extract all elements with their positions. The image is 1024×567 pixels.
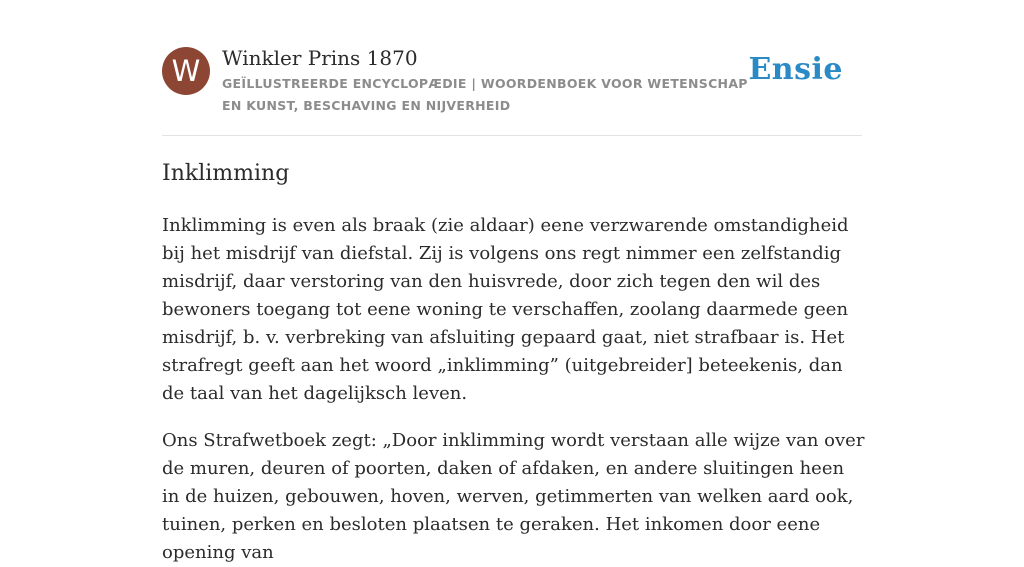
article-paragraph-1: Inklimming is even als braak (zie aldaar) eene verzwarende omstandigheid bij het misdrijf van diefstal. Zij is volgens ons regt nimmer een zelfstandig misdrijf, daar verstoring van den huisvrede, door zich tegen den wil des bewoners toegang tot eene woning te verschaffen, zoolang daarmede geen misdrijf, b. v. verbreking van afsluiting gepaard gaat, niet strafbaar is. Het strafregt geeft aan het woord „inklimming” (uitgebreider] beteekenis, dan de taal van het dagelijksch leven. bbox=[162, 215, 849, 404]
source-subtitle: GEÏLLUSTREERDE ENCYCLOPÆDIE | WOORDENBOEK VOOR WETENSCHAP EN KUNST, BESCHAVING EN NIJVERHEID bbox=[222, 76, 748, 113]
article-paragraph-2: Ons Strafwetboek zegt: „Door inklimming wordt verstaan alle wijze van over de muren, deuren of poorten, daken of afdaken, en andere sluitingen heen in de huizen, gebouwen, hoven, werven, getimmerten van welken aard ook, tuinen, perken en besloten plaatsen te geraken. Het inkomen door eene opening van bbox=[162, 430, 865, 563]
ensie-logo[interactable]: Ensie bbox=[748, 52, 843, 87]
article-title: Inklimming bbox=[162, 161, 290, 186]
source-header bbox=[162, 44, 862, 136]
article bbox=[162, 158, 872, 567]
source-avatar[interactable]: W bbox=[162, 47, 210, 95]
source-title-link[interactable]: Winkler Prins 1870 bbox=[222, 46, 418, 70]
